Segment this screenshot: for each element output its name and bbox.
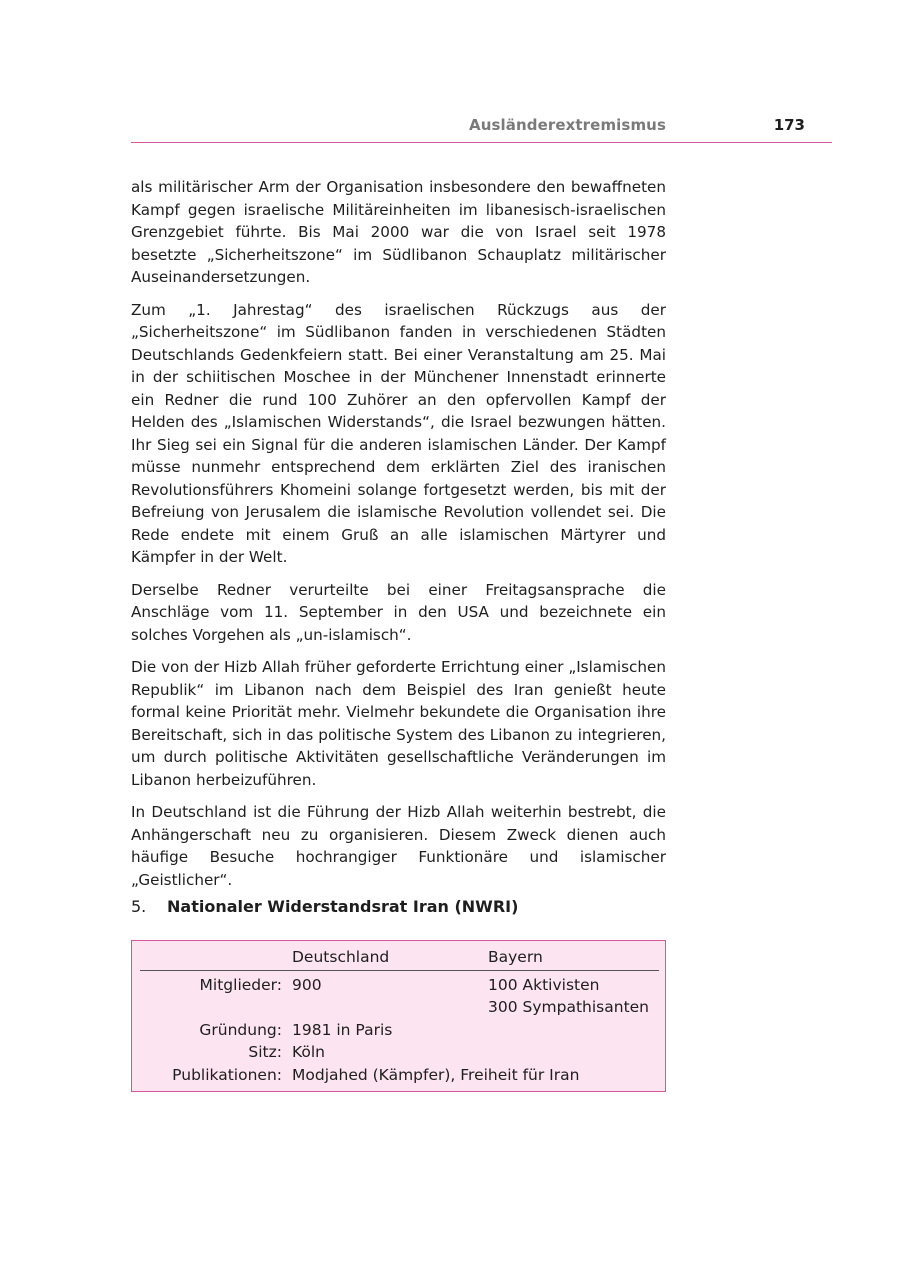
seat-value: Köln bbox=[292, 1043, 326, 1061]
running-title: Ausländerextremismus bbox=[469, 116, 666, 134]
row-label: Mitglieder: bbox=[199, 975, 282, 994]
fact-table-header bbox=[140, 946, 659, 970]
members-bavaria-sympathizers: 300 Sympathisanten bbox=[488, 998, 650, 1016]
fact-row-seat bbox=[140, 1041, 659, 1064]
paragraph: als militärischer Arm der Organisation insbesondere den bewaffneten Kampf gegen israelische Militäreinheiten im libanesisch-israelischen Grenzgebiet führte. Bis Mai 2000 war die von Israel seit 1978 besetzte „Sicherheitszone“ im Südlibanon Schauplatz militärischer Auseinandersetzungen. bbox=[131, 178, 666, 286]
row-label: Sitz: bbox=[248, 1043, 282, 1061]
column-header-bavaria: Bayern bbox=[488, 946, 659, 970]
fact-box bbox=[131, 940, 666, 1092]
column-header-germany: Deutschland bbox=[292, 946, 488, 970]
header-empty-cell bbox=[140, 946, 292, 970]
founding-value: 1981 in Paris bbox=[292, 1020, 393, 1039]
paragraph: Zum „1. Jahrestag“ des israelischen Rückzugs aus der „Sicherheitszone“ im Südlibanon fanden in verschiedenen Städten Deutschlands Gedenkfeiern statt. Bei einer Veranstaltung am 25. Mai in der schiitischen Moschee in der Münchener Innenstadt erinnerte ein Redner die rund 100 Zuhörer an den opfervollen Kampf der Helden des „Islamischen Widerstands“, die Israel bezwungen hätten. Ihr Sieg sei ein Signal für die anderen islamischen Länder. Der Kampf müsse nunmehr entsprechend dem erklärten Ziel des iranischen Revolutionsführers Khomeini solange fortgesetzt werden, bis mit der Befreiung von Jerusalem die islamische Revolution vollendet sei. Die Rede endete mit einem Gruß an alle islamischen Märtyrer und Kämpfer in der Welt. bbox=[131, 300, 666, 566]
row-label: Publikationen: bbox=[172, 1065, 282, 1084]
members-bavaria-activists: 100 Aktivisten bbox=[488, 975, 600, 994]
members-germany: 900 bbox=[292, 975, 322, 994]
fact-table bbox=[140, 946, 659, 1086]
fact-row-members bbox=[140, 970, 659, 1019]
row-label: Gründung: bbox=[199, 1020, 282, 1039]
body-text bbox=[131, 176, 666, 901]
publications-value: Modjahed (Kämpfer), Freiheit für Iran bbox=[292, 1065, 580, 1084]
page-number: 173 bbox=[773, 116, 805, 134]
members-bavaria bbox=[488, 970, 659, 1019]
fact-row-publications bbox=[140, 1064, 659, 1087]
section-heading bbox=[131, 896, 518, 918]
section-title: Nationaler Widerstandsrat Iran (NWRI) bbox=[167, 897, 519, 916]
section-number: 5. bbox=[131, 897, 147, 916]
fact-row-founding bbox=[140, 1019, 659, 1042]
running-header bbox=[131, 116, 832, 143]
paragraph: Derselbe Redner verurteilte bei einer Freitagsansprache die Anschläge vom 11. September in den USA und bezeichnete ein solches Vorgehen als „un-islamisch“. bbox=[131, 580, 666, 644]
paragraph: In Deutschland ist die Führung der Hizb Allah weiterhin bestrebt, die Anhängerschaft neu zu organisieren. Diesem Zweck dienen auch häufige Besuche hochrangiger Funktionäre und islamischer „Geistlicher“. bbox=[131, 803, 666, 889]
paragraph: Die von der Hizb Allah früher geforderte Errichtung einer „Islamischen Republik“ im Libanon nach dem Beispiel des Iran genießt heute formal keine Priorität mehr. Vielmehr bekundete die Organisation ihre Bereitschaft, sich in das politische System des Libanon zu integrieren, um durch politische Aktivitäten gesellschaftliche Veränderungen im Libanon herbeizuführen. bbox=[131, 658, 666, 789]
